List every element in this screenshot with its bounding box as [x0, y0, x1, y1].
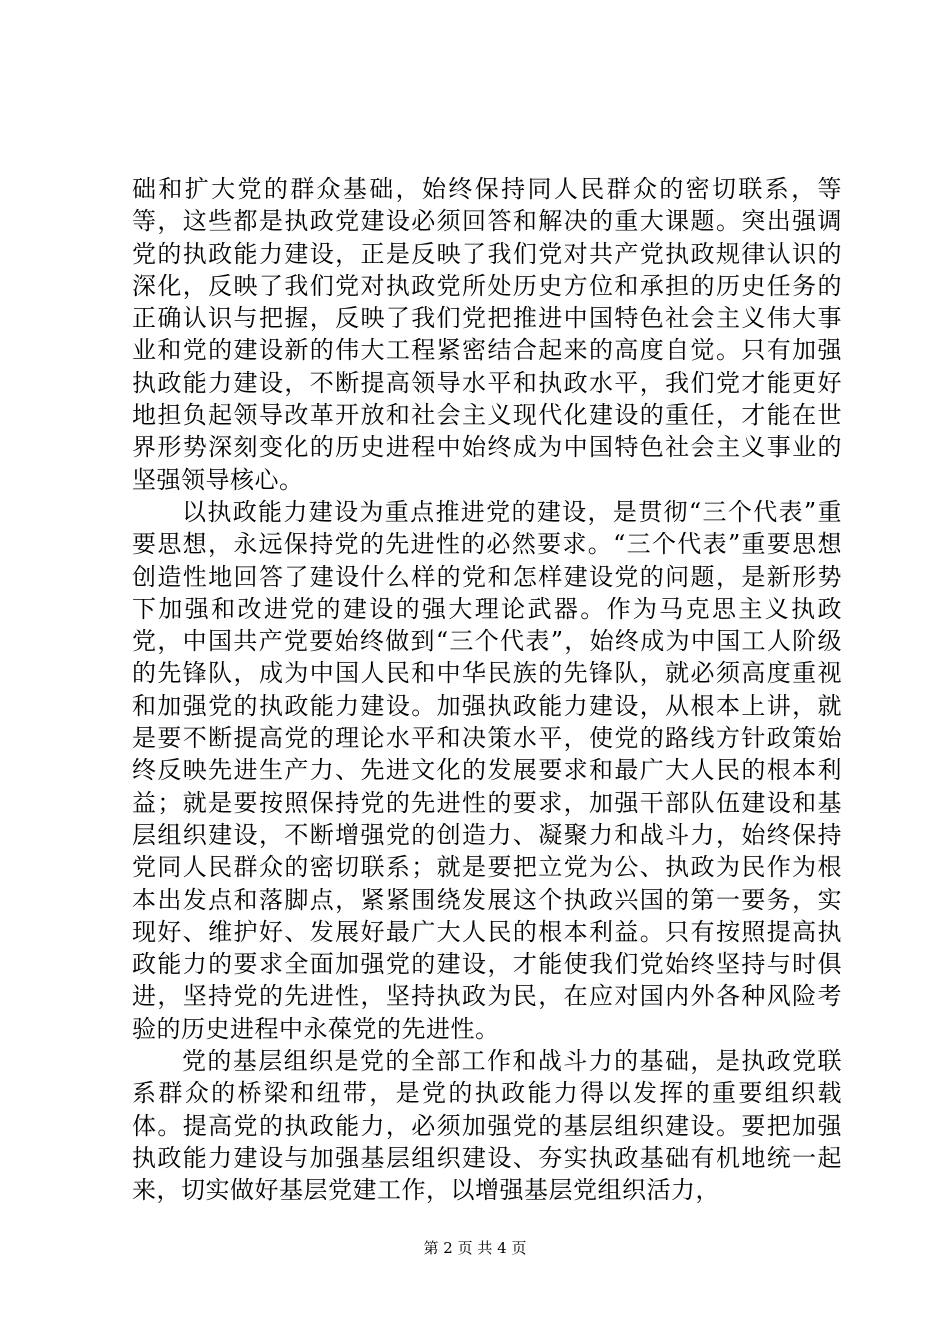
paragraph-3: 党的基层组织是党的全部工作和战斗力的基础，是执政党联系群众的桥梁和纽带，是党的执政能力得以发挥的重要组织载体。提高党的执政能力，必须加强党的基层组织建设。要把加强执政能力建设与加强基层组织建设、夯实执政基础有机地统一起来，切实做好基层党建工作，以增强基层党组织活力， — [132, 1047, 842, 1205]
page-footer: 第 2 页 共 4 页 — [423, 1239, 527, 1257]
paragraph-2: 以执政能力建设为重点推进党的建设，是贯彻“三个代表”重要思想，永远保持党的先进性的必然要求。“三个代表”重要思想创造性地回答了建设什么样的党和怎样建设党的问题，是新形势下加强和改进党的建设的强大理论武器。作为马克思主义执政党，中国共产党要始终做到“三个代表”，始终成为中国工人阶级的先锋队，成为中国人民和中华民族的先锋队，就必须高度重视和加强党的执政能力建设。加强执政能力建设，从根本上讲，就是要不断提高党的理论水平和决策水平，使党的路线方针政策始终反映先进生产力、先进文化的发展要求和最广大人民的根本利益；就是要按照保持党的先进性的要求，加强干部队伍建设和基层组织建设，不断增强党的创造力、凝聚力和战斗力，始终保持党同人民群众的密切联系；就是要把立党为公、执政为民作为根本出发点和落脚点，紧紧围绕发展这个执政兴国的第一要务，实现好、维护好、发展好最广大人民的根本利益。只有按照提高执政能力的要求全面加强党的建设，才能使我们党始终坚持与时俱进，坚持党的先进性，坚持执政为民，在应对国内外各种风险考验的历史进程中永葆党的先进性。 — [132, 497, 842, 1043]
paragraph-1: 础和扩大党的群众基础，始终保持同人民群众的密切联系，等等，这些都是执政党建设必须回答和解决的重大课题。突出强调党的执政能力建设，正是反映了我们党对共产党执政规律认识的深化，反映了我们党对执政党所处历史方位和承担的历史任务的正确认识与把握，反映了我们党把推进中国特色社会主义伟大事业和党的建设新的伟大工程紧密结合起来的高度自觉。只有加强执政能力建设，不断提高领导水平和执政水平，我们党才能更好地担负起领导改革开放和社会主义现代化建设的重任，才能在世界形势深刻变化的历史进程中始终成为中国特色社会主义事业的坚强领导核心。 — [132, 175, 842, 494]
body-text — [132, 173, 842, 1207]
